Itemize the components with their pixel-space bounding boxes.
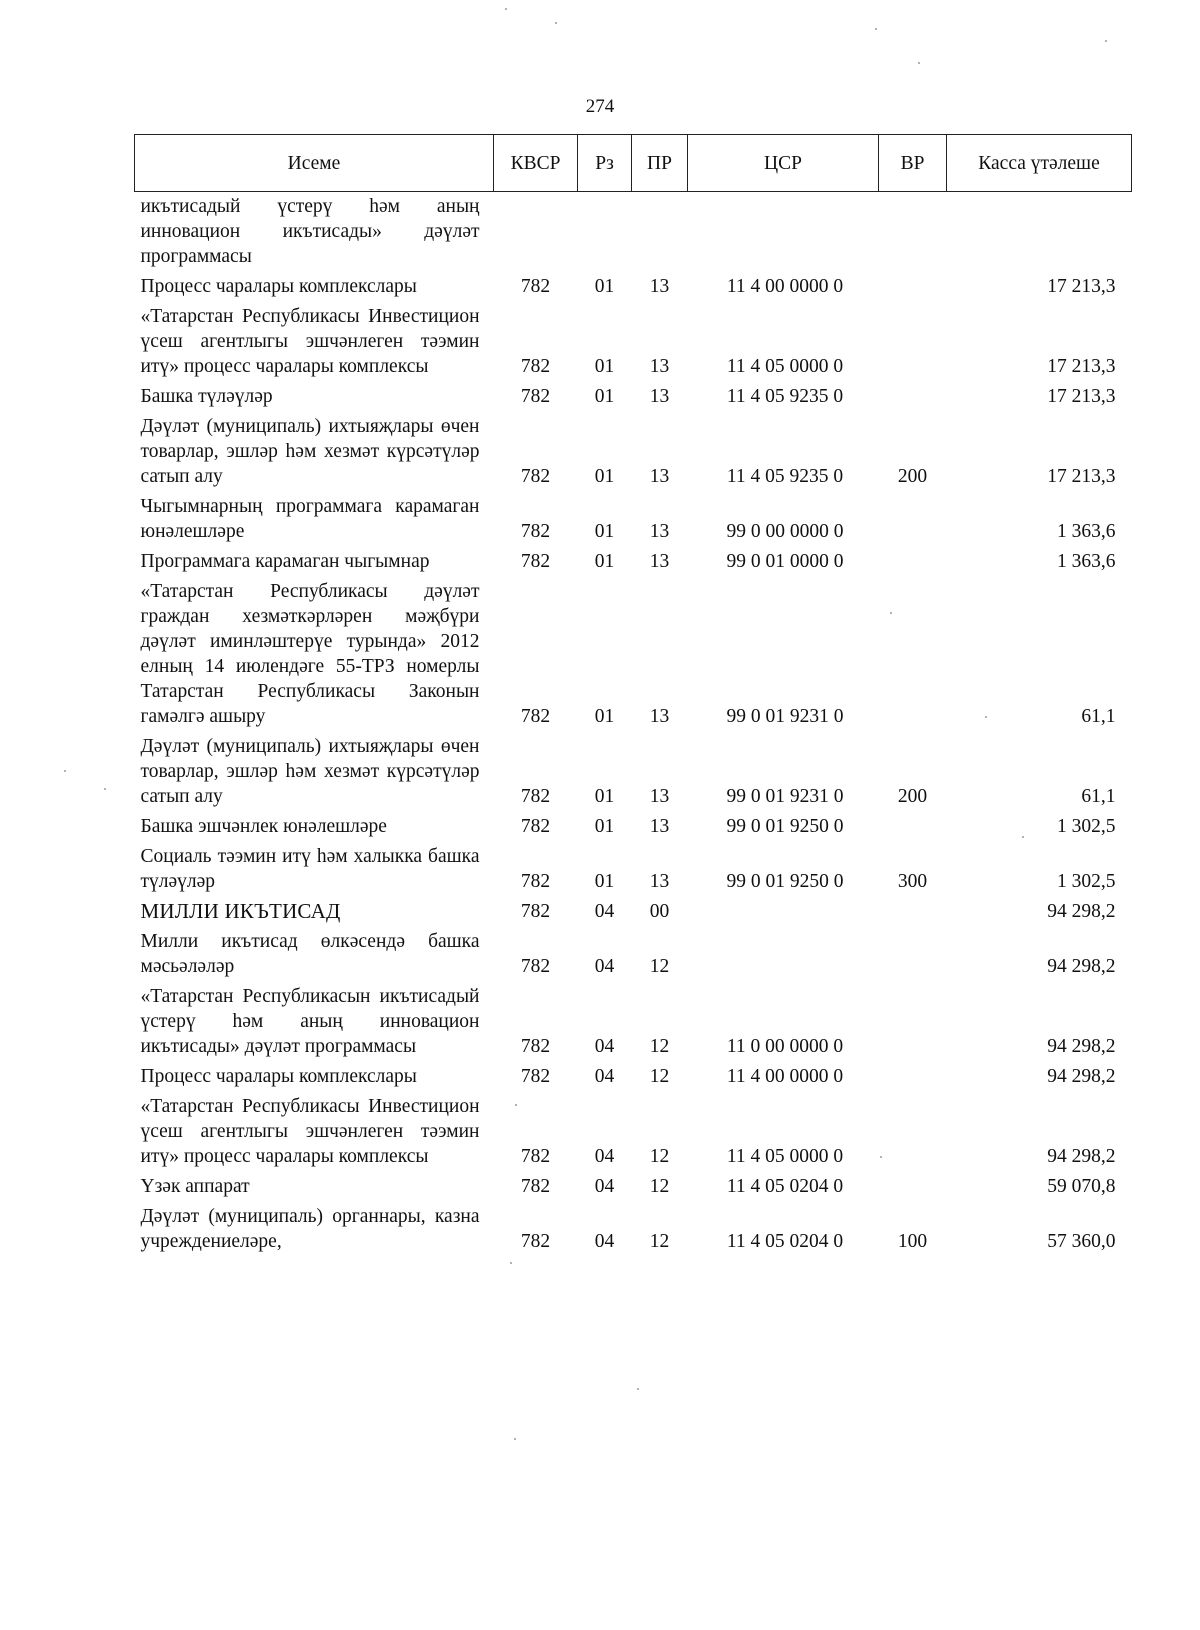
cell-name: Дәүләт (муниципаль) органнары, казна учреждениеләре, xyxy=(140,1206,480,1252)
cell-pr: 13 xyxy=(649,816,670,837)
cell-rz: 04 xyxy=(594,956,615,977)
table-row xyxy=(135,384,1132,414)
scan-speck xyxy=(104,788,106,790)
cell-vr xyxy=(879,929,947,984)
cell-pr: 13 xyxy=(649,786,670,807)
table-row xyxy=(135,494,1132,549)
cell-name: МИЛЛИ ИКЪТИСАД xyxy=(140,899,341,923)
cell-name: «Татарстан Республикасы дәүләт граждан хезмәткәрләрен мәҗбүри дәүләт иминләштерүе турында» 2012 елның 14 июлендәге 55-ТРЗ номерлы Татарстан Республикасы Законын гамәлгә ашыру xyxy=(140,581,480,727)
cell-name: «Татарстан Республикасын икътисадый үстерү һәм аның инновацион икътисады» дәүләт программасы xyxy=(140,986,480,1057)
cell-vr: 200 xyxy=(897,786,928,807)
cell-vr xyxy=(879,1064,947,1094)
cell-pr: 12 xyxy=(649,1066,670,1087)
table-row xyxy=(135,1204,1132,1259)
cell-name: «Татарстан Республикасы Инвестицион үсеш агентлыгы эшчәнлеген тәэмин итү» процесс чаралары комплексы xyxy=(140,306,480,377)
table-row xyxy=(135,414,1132,494)
cell-kassa: 17 213,3 xyxy=(1047,386,1116,407)
cell-vr xyxy=(879,549,947,579)
cell-csr: 11 4 00 0000 0 xyxy=(726,1066,844,1087)
scan-speck xyxy=(555,22,557,24)
table-row xyxy=(135,984,1132,1064)
cell-csr xyxy=(688,899,879,929)
cell-kvsr: 782 xyxy=(520,901,551,922)
scan-speck xyxy=(505,8,507,10)
cell-kassa: 1 363,6 xyxy=(1057,551,1116,572)
scan-speck xyxy=(880,1156,882,1158)
cell-rz: 04 xyxy=(594,1066,615,1087)
table-row xyxy=(135,814,1132,844)
cell-rz: 01 xyxy=(594,466,615,487)
cell-kassa: 1 302,5 xyxy=(1057,871,1116,892)
table-row xyxy=(135,734,1132,814)
cell-kvsr: 782 xyxy=(520,706,551,727)
cell-csr: 99 0 01 9250 0 xyxy=(726,871,844,892)
table-body xyxy=(135,192,1132,1260)
table-header xyxy=(135,135,1132,192)
scan-speck xyxy=(510,1262,512,1264)
cell-kassa xyxy=(947,192,1132,275)
cell-csr: 11 4 05 0000 0 xyxy=(726,356,844,377)
cell-name: Процесс чаралары комплекслары xyxy=(140,276,417,297)
cell-name: Милли икътисад өлкәсендә башка мәсьәләләр xyxy=(140,931,480,977)
cell-kvsr: 782 xyxy=(520,956,551,977)
cell-vr xyxy=(879,1094,947,1174)
cell-vr xyxy=(879,494,947,549)
cell-vr: 100 xyxy=(897,1231,928,1252)
cell-rz: 04 xyxy=(594,901,615,922)
cell-kvsr: 782 xyxy=(520,386,551,407)
scan-speck xyxy=(515,1104,517,1106)
scan-speck xyxy=(918,62,920,64)
cell-csr: 11 4 00 0000 0 xyxy=(726,276,844,297)
cell-vr xyxy=(879,1174,947,1204)
cell-kvsr: 782 xyxy=(520,466,551,487)
cell-rz: 04 xyxy=(594,1231,615,1252)
cell-kassa: 94 298,2 xyxy=(1047,956,1116,977)
cell-kassa: 59 070,8 xyxy=(1047,1176,1116,1197)
scan-speck xyxy=(985,716,987,718)
header-name: Исеме xyxy=(135,135,494,192)
header-kvsr: КВСР xyxy=(494,135,578,192)
cell-kassa: 94 298,2 xyxy=(1047,1146,1116,1167)
cell-rz: 01 xyxy=(594,871,615,892)
cell-csr: 11 4 05 9235 0 xyxy=(726,466,844,487)
cell-pr: 13 xyxy=(649,386,670,407)
cell-name: Дәүләт (муниципаль) ихтыяҗлары өчен товарлар, эшләр һәм хезмәт күрсәтүләр сатып алу xyxy=(140,416,480,487)
cell-pr: 13 xyxy=(649,276,670,297)
cell-name: Программага карамаган чыгымнар xyxy=(140,551,430,572)
scan-speck xyxy=(875,28,877,30)
cell-pr: 12 xyxy=(649,1146,670,1167)
cell-rz: 04 xyxy=(594,1146,615,1167)
cell-name: «Татарстан Республикасы Инвестицион үсеш агентлыгы эшчәнлеген тәэмин итү» процесс чаралары комплексы xyxy=(140,1096,480,1167)
cell-rz: 01 xyxy=(594,551,615,572)
cell-name: Социаль тәэмин итү һәм халыкка башка түләүләр xyxy=(140,846,480,892)
cell-name: Башка түләүләр xyxy=(140,386,273,407)
cell-kassa: 17 213,3 xyxy=(1047,466,1116,487)
cell-rz: 04 xyxy=(594,1176,615,1197)
header-pr: ПР xyxy=(632,135,688,192)
cell-kvsr: 782 xyxy=(520,1066,551,1087)
cell-csr: 99 0 01 0000 0 xyxy=(726,551,844,572)
cell-kvsr: 782 xyxy=(520,871,551,892)
cell-kassa: 94 298,2 xyxy=(1047,1036,1116,1057)
page-number: 274 xyxy=(585,96,615,117)
cell-vr xyxy=(879,899,947,929)
cell-vr xyxy=(879,579,947,734)
cell-pr: 12 xyxy=(649,1176,670,1197)
scan-speck xyxy=(1105,40,1107,42)
header-kassa: Касса үтәлеше xyxy=(947,135,1132,192)
table-row xyxy=(135,304,1132,384)
cell-vr xyxy=(879,274,947,304)
table-row xyxy=(135,549,1132,579)
cell-kvsr xyxy=(494,192,578,275)
cell-csr: 11 4 05 0204 0 xyxy=(726,1231,844,1252)
cell-name: Башка эшчәнлек юнәлешләре xyxy=(140,816,387,837)
cell-kassa: 61,1 xyxy=(1081,786,1116,807)
cell-kvsr: 782 xyxy=(520,1146,551,1167)
cell-kassa: 17 213,3 xyxy=(1047,356,1116,377)
cell-csr: 11 4 05 0000 0 xyxy=(726,1146,844,1167)
header-rz: Рз xyxy=(578,135,632,192)
cell-csr: 11 0 00 0000 0 xyxy=(726,1036,844,1057)
cell-vr xyxy=(879,192,947,275)
cell-rz: 01 xyxy=(594,521,615,542)
cell-csr: 99 0 01 9231 0 xyxy=(726,706,844,727)
scan-speck xyxy=(514,1438,516,1440)
cell-pr: 13 xyxy=(649,871,670,892)
table-row xyxy=(135,1094,1132,1174)
table-section-row xyxy=(135,899,1132,929)
cell-kassa: 1 363,6 xyxy=(1057,521,1116,542)
cell-vr: 200 xyxy=(897,466,928,487)
cell-pr: 13 xyxy=(649,356,670,377)
cell-name: Үзәк аппарат xyxy=(140,1176,250,1197)
header-vr: ВР xyxy=(879,135,947,192)
budget-table xyxy=(134,134,1132,1259)
cell-csr: 11 4 05 0204 0 xyxy=(726,1176,844,1197)
cell-kvsr: 782 xyxy=(520,786,551,807)
cell-kvsr: 782 xyxy=(520,816,551,837)
scan-speck xyxy=(890,612,892,614)
table-row xyxy=(135,1064,1132,1094)
cell-rz: 01 xyxy=(594,356,615,377)
cell-kassa: 17 213,3 xyxy=(1047,276,1116,297)
table-row xyxy=(135,929,1132,984)
table-row xyxy=(135,844,1132,899)
cell-csr: 99 0 01 9231 0 xyxy=(726,786,844,807)
cell-pr: 12 xyxy=(649,1231,670,1252)
cell-kassa: 1 302,5 xyxy=(1057,816,1116,837)
cell-kvsr: 782 xyxy=(520,276,551,297)
cell-pr: 12 xyxy=(649,1036,670,1057)
scan-speck xyxy=(1022,836,1024,838)
cell-kvsr: 782 xyxy=(520,1176,551,1197)
cell-vr xyxy=(879,304,947,384)
cell-csr: 11 4 05 9235 0 xyxy=(726,386,844,407)
cell-name: Дәүләт (муниципаль) ихтыяҗлары өчен товарлар, эшләр һәм хезмәт күрсәтүләр сатып алу xyxy=(140,736,480,807)
cell-kvsr: 782 xyxy=(520,551,551,572)
cell-kvsr: 782 xyxy=(520,521,551,542)
cell-csr: 99 0 00 0000 0 xyxy=(726,521,844,542)
cell-pr xyxy=(632,192,688,275)
table-row xyxy=(135,579,1132,734)
cell-name: Чыгымнарның программага карамаган юнәлешләре xyxy=(140,496,480,542)
cell-kvsr: 782 xyxy=(520,1231,551,1252)
table-row xyxy=(135,1174,1132,1204)
cell-vr xyxy=(879,814,947,844)
cell-csr xyxy=(688,929,879,984)
scan-speck xyxy=(64,770,66,772)
cell-pr: 13 xyxy=(649,706,670,727)
cell-kassa: 94 298,2 xyxy=(1047,901,1116,922)
cell-kvsr: 782 xyxy=(520,356,551,377)
cell-rz: 01 xyxy=(594,276,615,297)
cell-rz: 01 xyxy=(594,786,615,807)
cell-rz: 01 xyxy=(594,386,615,407)
table-header-row xyxy=(135,135,1132,192)
cell-csr: 99 0 01 9250 0 xyxy=(726,816,844,837)
cell-pr: 13 xyxy=(649,466,670,487)
cell-kvsr: 782 xyxy=(520,1036,551,1057)
cell-vr: 300 xyxy=(897,871,928,892)
cell-kassa: 61,1 xyxy=(1081,706,1116,727)
cell-pr: 13 xyxy=(649,551,670,572)
cell-pr: 12 xyxy=(649,956,670,977)
cell-kassa: 57 360,0 xyxy=(1047,1231,1116,1252)
scan-speck xyxy=(637,1388,639,1390)
cell-rz: 01 xyxy=(594,816,615,837)
cell-rz xyxy=(578,192,632,275)
cell-kassa: 94 298,2 xyxy=(1047,1066,1116,1087)
cell-vr xyxy=(879,384,947,414)
cell-pr: 00 xyxy=(649,901,670,922)
cell-vr xyxy=(879,984,947,1064)
table-row xyxy=(135,192,1132,275)
cell-rz: 01 xyxy=(594,706,615,727)
cell-csr xyxy=(688,192,879,275)
table-row xyxy=(135,274,1132,304)
budget-table-container xyxy=(134,134,1131,1259)
header-csr: ЦСР xyxy=(688,135,879,192)
cell-rz: 04 xyxy=(594,1036,615,1057)
cell-name: икътисадый үстерү һәм аның инновацион икътисады» дәүләт программасы xyxy=(140,196,480,267)
cell-pr: 13 xyxy=(649,521,670,542)
cell-name: Процесс чаралары комплекслары xyxy=(140,1066,417,1087)
